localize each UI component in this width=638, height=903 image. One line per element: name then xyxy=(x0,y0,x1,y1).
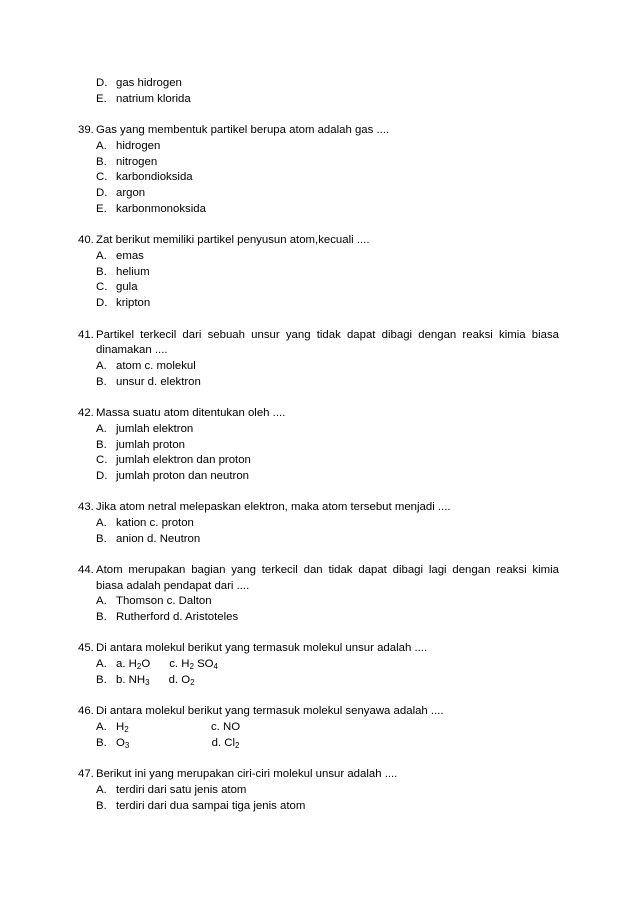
question-number: 42. xyxy=(78,407,94,419)
question-text: Atom merupakan bagian yang terkecil dan tidak dapat dibagi lagi dengan reaksi kimia xyxy=(96,564,559,576)
question-number: 46. xyxy=(78,705,94,717)
option-text: kripton xyxy=(116,297,151,309)
subscript: 2 xyxy=(124,725,129,734)
subscript: 2 xyxy=(235,741,240,750)
option-letter: B. xyxy=(96,674,107,686)
question-number: 40. xyxy=(78,234,94,246)
option-letter: A. xyxy=(96,423,107,435)
option-text: gula xyxy=(116,281,138,293)
subscript: 2 xyxy=(190,678,195,687)
option-letter: D. xyxy=(96,470,108,482)
option-letter: B. xyxy=(96,611,107,623)
option-letter: B. xyxy=(96,439,107,451)
option-text: gas hidrogen xyxy=(116,77,182,89)
option-letter: C. xyxy=(96,454,108,466)
option-text: Rutherford d. Aristoteles xyxy=(116,611,239,623)
option-letter: D. xyxy=(96,297,108,309)
option-letter: A. xyxy=(96,721,107,733)
option-text: jumlah elektron dan proton xyxy=(116,454,251,466)
question-number: 44. xyxy=(78,564,94,576)
option-text-part: H xyxy=(116,721,125,733)
question-text: Partikel terkecil dari sebuah unsur yang tidak dapat dibagi dengan reaksi kimia biasa xyxy=(96,329,559,341)
option-letter: C. xyxy=(96,171,108,183)
option-text: karbondioksida xyxy=(116,171,193,183)
question-number: 47. xyxy=(78,768,94,780)
question-number: 41. xyxy=(78,329,94,341)
option-text: anion d. Neutron xyxy=(116,533,201,545)
option-text: jumlah proton xyxy=(116,439,186,451)
question-number: 39. xyxy=(78,124,94,136)
option-text: kation c. proton xyxy=(116,517,194,529)
option-letter: A. xyxy=(96,140,107,152)
option-text-part: d. O xyxy=(149,674,191,686)
question-text: Di antara molekul berikut yang termasuk molekul unsur adalah .... xyxy=(96,642,428,654)
subscript: 2 xyxy=(136,662,142,671)
option-text: hidrogen xyxy=(116,140,161,152)
option-text: terdiri dari dua sampai tiga jenis atom xyxy=(116,800,306,812)
option-letter: D. xyxy=(96,77,108,89)
option-text: terdiri dari satu jenis atom xyxy=(116,784,247,796)
subscript: 4 xyxy=(213,662,218,671)
question-text: Berikut ini yang merupakan ciri-ciri molekul unsur adalah .... xyxy=(96,768,398,780)
option-text-part: a. H xyxy=(116,658,137,670)
option-text: natrium klorida xyxy=(116,93,191,105)
option-letter: B. xyxy=(96,376,107,388)
question-text: Gas yang membentuk partikel berupa atom adalah gas .... xyxy=(96,124,390,136)
option-text: Thomson c. Dalton xyxy=(116,595,212,607)
question-number: 45. xyxy=(78,642,94,654)
option-text: argon xyxy=(116,187,146,199)
option-text-part: d. Cl xyxy=(129,737,236,749)
option-letter: A. xyxy=(96,658,107,670)
subscript: 3 xyxy=(145,678,150,687)
question-text: Jika atom netral melepaskan elektron, maka atom tersebut menjadi .... xyxy=(96,501,451,513)
option-letter: A. xyxy=(96,250,107,262)
option-letter: A. xyxy=(96,517,107,529)
option-text xyxy=(116,720,240,736)
question-text: Massa suatu atom ditentukan oleh .... xyxy=(96,407,286,419)
question-number: 43. xyxy=(78,501,94,513)
option-letter: C. xyxy=(96,281,108,293)
option-text-part: c. NO xyxy=(128,721,241,733)
option-text-part: SO xyxy=(193,658,214,670)
option-text: nitrogen xyxy=(116,156,158,168)
option-letter: B. xyxy=(96,533,107,545)
option-text: emas xyxy=(116,250,144,262)
option-text xyxy=(116,673,195,689)
option-text: jumlah elektron xyxy=(116,423,194,435)
option-text xyxy=(116,657,218,673)
subscript: 3 xyxy=(124,741,130,750)
option-text xyxy=(116,736,239,752)
option-letter: B. xyxy=(96,737,107,749)
option-text: unsur d. elektron xyxy=(116,376,201,388)
question-text-continued: biasa adalah pendapat dari .... xyxy=(96,580,250,592)
option-letter: E. xyxy=(96,203,107,215)
question-text: Di antara molekul berikut yang termasuk molekul senyawa adalah .... xyxy=(96,705,444,717)
option-letter: A. xyxy=(96,360,107,372)
option-letter: A. xyxy=(96,784,107,796)
option-text-part: b. NH xyxy=(116,674,146,686)
option-text: atom c. molekul xyxy=(116,360,196,372)
option-letter: B. xyxy=(96,800,107,812)
option-text: jumlah proton dan neutron xyxy=(116,470,249,482)
option-text: helium xyxy=(116,266,150,278)
option-text-part: O xyxy=(116,737,125,749)
option-letter: B. xyxy=(96,266,107,278)
option-text-part: O c. H xyxy=(141,658,190,670)
question-text: Zat berikut memiliki partikel penyusun atom,kecuali .... xyxy=(96,234,370,246)
option-letter: B. xyxy=(96,156,107,168)
option-text: karbonmonoksida xyxy=(116,203,206,215)
question-text-continued: dinamakan .... xyxy=(96,344,168,356)
subscript: 2 xyxy=(189,662,194,671)
option-letter: D. xyxy=(96,187,108,199)
option-letter: A. xyxy=(96,595,107,607)
option-letter: E. xyxy=(96,93,107,105)
